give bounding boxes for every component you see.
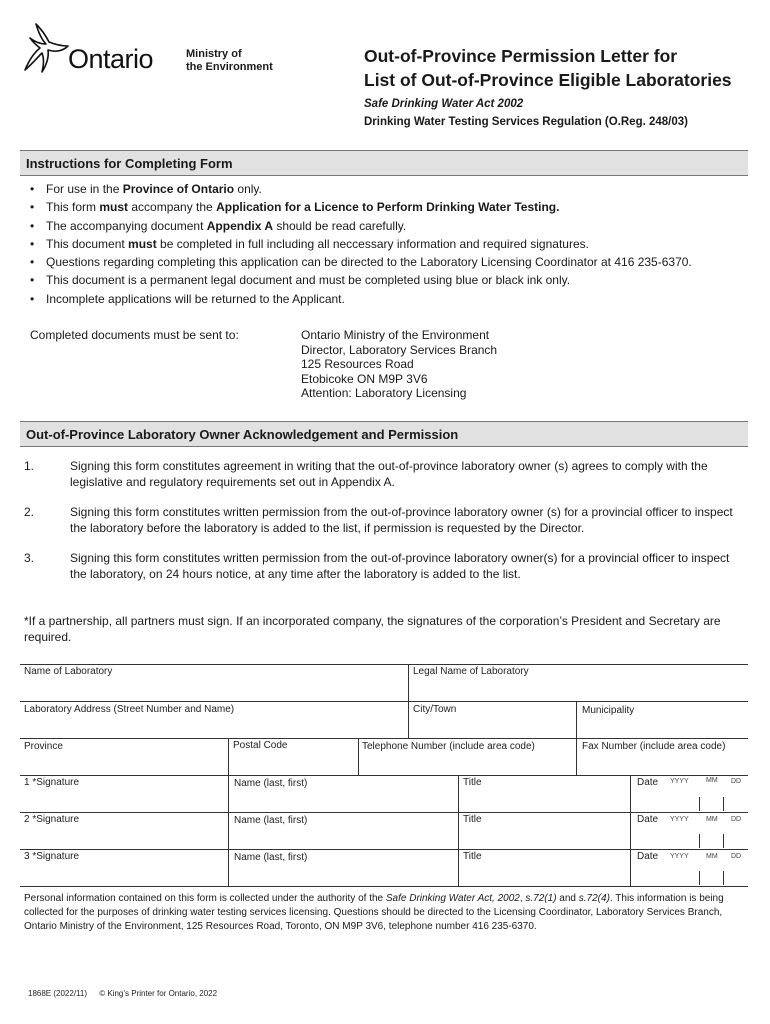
mailing-address: Ontario Ministry of the Environment Director, Laboratory Services Branch 125 Resources Road Etobicoke ON M9P 3V6 Attention: Laboratory Licensing — [301, 328, 498, 400]
fax-field[interactable]: Fax Number (include area code) — [582, 741, 726, 752]
list-item: • This document must be completed in full including all neccessary information and required signatures. — [28, 235, 692, 253]
list-item: 1. Signing this form constitutes agreement in writing that the out-of-province laboratory owner (s) agrees to comply with the legislative and regulatory requirements set out in Appendix A. — [24, 459, 708, 489]
privacy-notice: Personal information contained on this form is collected under the authority of the Safe Drinking Water Act, 2002, s.72(1) and s.72(4). This information is being collected for the purposes of drinking water testing services licensing. Questions should be directed to the Licensing Coordinator, Laboratory Services Branch, Ontario Ministry of the Environment, 125 Resources Road, Toronto, ON M9P 3V6, telephone number 416 235-6370. — [24, 893, 724, 932]
signature-1-field[interactable]: 1 *Signature — [24, 777, 80, 788]
instructions-heading: Instructions for Completing Form — [20, 150, 748, 176]
list-item: • This document is a permanent legal document and must be completed using blue or black ink only. — [28, 271, 692, 289]
title-3-field[interactable]: Title — [463, 851, 482, 862]
form-number: 1868E (2022/11) — [28, 989, 88, 998]
list-item: • Incomplete applications will be returned to the Applicant. — [28, 290, 692, 308]
act-name: Safe Drinking Water Act 2002 — [364, 98, 524, 110]
date-3-field[interactable]: Date — [637, 851, 659, 862]
title-1-field[interactable]: Title — [463, 777, 482, 788]
list-item: • This form must accompany the Application for a Licence to Perform Drinking Water Testing. — [28, 198, 692, 216]
acknowledgement-heading: Out-of-Province Laboratory Owner Acknowledgement and Permission — [20, 421, 748, 447]
signature-3-field[interactable]: 3 *Signature — [24, 851, 80, 862]
name-2-field[interactable]: Name (last, first) — [234, 815, 308, 826]
date-1-field[interactable]: Date — [637, 777, 659, 788]
laboratory-address-field[interactable]: Laboratory Address (Street Number and Name) — [24, 704, 235, 715]
city-field[interactable]: City/Town — [413, 704, 457, 715]
municipality-field[interactable]: Municipality — [582, 705, 635, 716]
laboratory-info-form: Name of Laboratory Legal Name of Laboratory Laboratory Address (Street Number and Name) City/Town Municipality Province Postal Code Telephone Number (include area code) Fax Number (include area code) 1 *Signature Name (last, first) Title Date YYYY MM DD 2 *Signature Name (last, first) Title Date YYYY MM DD 3 *Signature Name (last, first) Title Date YYYY MM DD — [20, 664, 748, 886]
list-item: 3. Signing this form constitutes written permission from the out-of-province laboratory owner(s) for a provincial officer to inspect the laboratory, on 24 hours notice, at any time after the laboratory is added to the list. — [24, 551, 730, 581]
province-field[interactable]: Province — [24, 741, 63, 752]
instructions-list — [28, 180, 692, 308]
date-2-field[interactable]: Date — [637, 814, 659, 825]
footer — [28, 989, 227, 998]
list-item: • The accompanying document Appendix A should be read carefully. — [28, 217, 692, 235]
copyright: © King’s Printer for Ontario, 2022 — [99, 989, 218, 998]
name-of-laboratory-field[interactable]: Name of Laboratory — [24, 666, 113, 677]
partner-note: *If a partnership, all partners must sign. If an incorporated company, the signatures of the corporation’s President and Secretary are required. — [24, 614, 721, 644]
title-2-field[interactable]: Title — [463, 814, 482, 825]
name-1-field[interactable]: Name (last, first) — [234, 778, 308, 789]
legal-name-field[interactable]: Legal Name of Laboratory — [413, 666, 529, 677]
postal-code-field[interactable]: Postal Code — [233, 740, 288, 751]
acknowledgement-list — [24, 458, 744, 596]
list-item: • Questions regarding completing this application can be directed to the Laboratory Licensing Coordinator at 416 235-6370. — [28, 253, 692, 271]
form-title: Out-of-Province Permission Letter for List of Out-of-Province Eligible Laboratories — [364, 46, 732, 90]
trillium-icon — [22, 22, 70, 74]
send-to-label: Completed documents must be sent to: — [30, 328, 239, 342]
list-item: • For use in the Province of Ontario only. — [28, 180, 692, 198]
ontario-logo — [22, 22, 172, 78]
ministry-name: Ministry of the Environment — [186, 48, 273, 73]
telephone-field[interactable]: Telephone Number (include area code) — [362, 741, 535, 752]
name-3-field[interactable]: Name (last, first) — [234, 852, 308, 863]
signature-2-field[interactable]: 2 *Signature — [24, 814, 80, 825]
logo-wordmark: Ontario — [68, 44, 154, 74]
regulation-name: Drinking Water Testing Services Regulation (O.Reg. 248/03) — [364, 116, 688, 128]
list-item: 2. Signing this form constitutes written permission from the out-of-province laboratory owner (s) for a provincial officer to inspect the laboratory before the laboratory is added to the list, if permission is requested by the Director. — [24, 505, 733, 535]
